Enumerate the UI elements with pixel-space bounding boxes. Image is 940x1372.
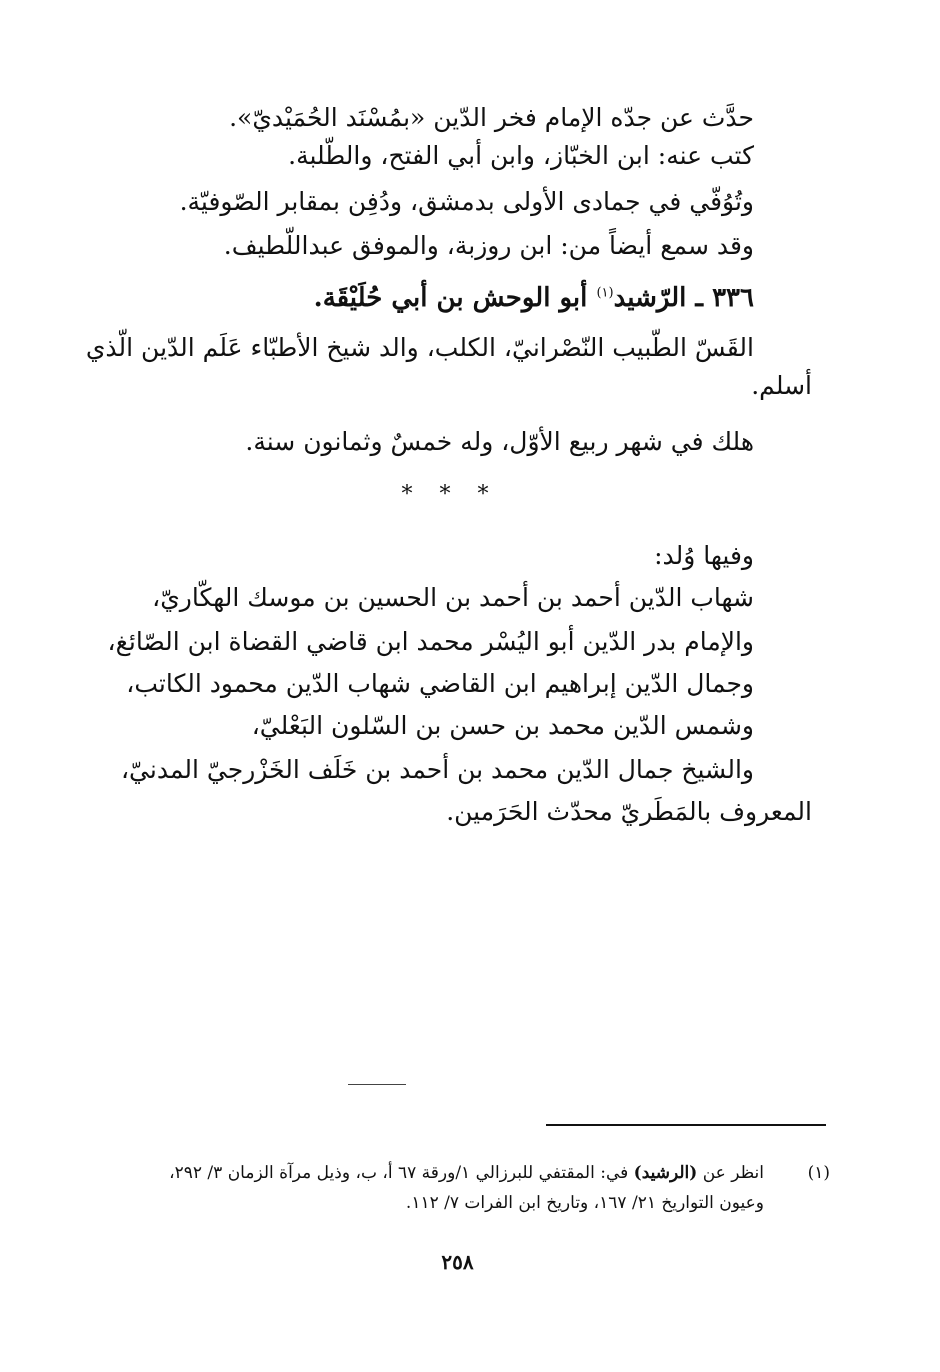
footnote-number: (١) [807,1163,830,1183]
entry-heading [314,280,754,316]
entry-name: الرّشيد [613,283,687,313]
entry-line-1: القَسّ الطّبيب النّصْرانيّ، الكلب، والد شيخ الأطبّاء عَلَم الدّين الّذي [85,333,754,362]
entry-number: ٣٣٦ [712,283,754,313]
section-separator: * * * [401,482,499,507]
page-number: ٢٥٨ [441,1250,474,1274]
entry-name-rest: أبو الوحش بن أبي حُلَيْقَة. [313,283,597,313]
footnote-bold-name: (الرشيد) [633,1163,698,1183]
entry-dash: ـ [686,283,713,313]
birth-line-5: والشيخ جمال الدّين محمد بن أحمد بن خَلَف الخَزْرجيّ المدنيّ، [120,755,754,784]
birth-line-3: وجمال الدّين إبراهيم ابن القاضي شهاب الدّين محمود الكاتب، [126,669,754,698]
birth-line-1: شهاب الدّين أحمد بن أحمد بن الحسين بن موسك الهكّاريّ، [152,583,754,612]
text-line-4: وقد سمع أيضاً من: ابن روزبة، والموفق عبداللّطيف. [223,231,754,260]
footnote-text-pre: انظر عن [697,1163,764,1183]
footnote-marker: (١) [596,285,614,301]
birth-line-2: والإمام بدر الدّين أبو اليُسْر محمد ابن قاضي القضاة ابن الصّائغ، [107,627,754,656]
entry-line-2: أسلم. [751,371,812,400]
birth-line-4: وشمس الدّين محمد بن حسن بن السّلون البَعْليّ، [251,711,754,740]
footnote-rule [546,1124,826,1126]
footnote-line-2: وعيون التواريخ ٢١/ ١٦٧، وتاريخ ابن الفرات ٧/ ١١٢. [405,1193,764,1213]
page-mark-line [348,1084,406,1085]
birth-line-6: المعروف بالمَطَريّ محدّث الحَرَمين. [446,797,812,826]
text-line-3: وتُوُفّي في جمادى الأولى بدمشق، ودُفِن بمقابر الصّوفيّة. [179,187,754,216]
text-line-1: حدَّث عن جدّه الإمام فخر الدّين «بمُسْنَد الحُمَيْديّ». [229,103,754,132]
births-heading: وفيها وُلد: [654,541,754,570]
footnote-text-post: في: المقتفي للبرزالي ١/ورقة ٦٧ أ، ب، وذيل مرآة الزمان ٣/ ٢٩٢، [169,1163,634,1183]
text-line-2: كتب عنه: ابن الخبّاز، وابن أبي الفتح، والطّلبة. [288,141,754,170]
footnote-line-1 [169,1160,764,1186]
entry-line-3: هلك في شهر ربيع الأوّل، وله خمسٌ وثمانون سنة. [245,427,754,456]
